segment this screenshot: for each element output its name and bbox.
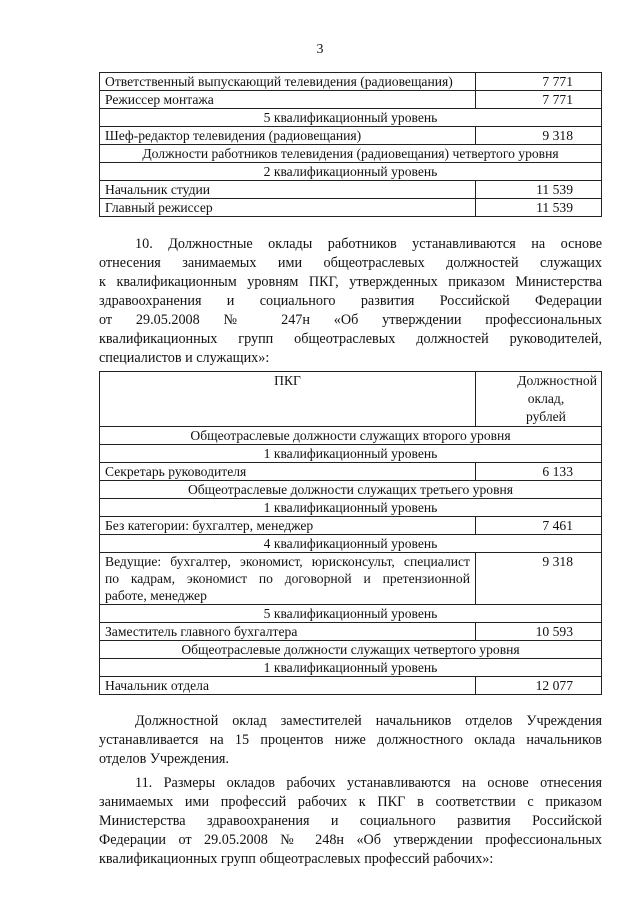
paragraph-line: 10. Должностные оклады работников устанавливаются на основе: [135, 236, 602, 252]
salary-value: 7 771: [476, 91, 602, 109]
table-row: [100, 127, 602, 145]
paragraph-line: специалистов и служащих»:: [99, 350, 270, 366]
table-row: [100, 91, 602, 109]
position-name: [100, 517, 476, 535]
paragraph-line: Федерации от 29.05.2008 № 248н «Об утверждении профессиональных: [99, 832, 602, 848]
paragraph-line: здравоохранения и социального развития Российской Федерации: [99, 293, 602, 309]
paragraph-deputy-salary: [99, 712, 602, 769]
table-row: [100, 445, 602, 463]
table-row: [100, 553, 602, 605]
position-name: Шеф-редактор телевидения (радиовещания): [100, 127, 476, 145]
table-row: [100, 605, 602, 623]
position-name-line: Секретарь руководителя: [105, 464, 247, 479]
position-name-line: Заместитель главного бухгалтера: [105, 624, 298, 639]
position-name: [100, 463, 476, 481]
table-row: [100, 145, 602, 163]
salary-value: 10 593: [476, 623, 602, 641]
salary-value: 12 077: [476, 677, 602, 695]
position-name-line: Начальник отдела: [105, 678, 209, 693]
paragraph-line: квалификационных групп общеотраслевых профессий рабочих»:: [99, 851, 494, 867]
table-row: [100, 641, 602, 659]
page-number: 3: [316, 42, 324, 57]
salary-value: 7 461: [476, 517, 602, 535]
position-name-line: Без категории: бухгалтер, менеджер: [105, 518, 314, 533]
group-heading: Общеотраслевые должности служащих второго уровня: [100, 427, 602, 445]
salary-table-general: [99, 371, 602, 695]
salary-value: 7 771: [476, 73, 602, 91]
paragraph-line: Министерства здравоохранения и социального развития Российской: [99, 813, 602, 829]
qualification-level: 4 квалификационный уровень: [100, 535, 602, 553]
qualification-level: 5 квалификационный уровень: [100, 109, 602, 127]
table-row: [100, 481, 602, 499]
table-row: [100, 659, 602, 677]
table-row: [100, 181, 602, 199]
table-row: [100, 499, 602, 517]
table-header-row: [100, 372, 602, 427]
group-heading: Общеотраслевые должности служащих третьего уровня: [100, 481, 602, 499]
position-name: [100, 553, 476, 605]
table-row: [100, 463, 602, 481]
qualification-level: 1 квалификационный уровень: [100, 445, 602, 463]
table-row: [100, 199, 602, 217]
position-name-line: Ведущие: бухгалтер, экономист, юрисконсульт, специалист: [105, 554, 470, 569]
column-header-salary-line: рублей: [526, 409, 566, 424]
position-name: [100, 623, 476, 641]
salary-value: 9 318: [476, 127, 602, 145]
qualification-level: 1 квалификационный уровень: [100, 659, 602, 677]
table-row: [100, 109, 602, 127]
table-row: [100, 517, 602, 535]
table-row: [100, 73, 602, 91]
paragraph-line: занимаемых ими профессий рабочих к ПКГ в соответствии с приказом: [99, 794, 602, 810]
paragraph-line: квалификационных групп общеотраслевых должностей руководителей,: [99, 331, 602, 347]
paragraph-line: Должностной оклад заместителей начальников отделов Учреждения: [135, 713, 602, 729]
table-row: [100, 623, 602, 641]
salary-value: 9 318: [476, 553, 602, 605]
salary-table-tv: [99, 72, 602, 217]
position-name-line: по кадрам, экономист по договорной и претензионной: [105, 571, 470, 586]
paragraph-line: от 29.05.2008 № 247н «Об утверждении профессиональных: [99, 312, 602, 328]
qualification-level: 1 квалификационный уровень: [100, 499, 602, 517]
position-name: Начальник студии: [100, 181, 476, 199]
paragraph-10: [99, 235, 602, 368]
table-row: [100, 677, 602, 695]
paragraph-line: 11. Размеры окладов рабочих устанавливаются на основе отнесения: [135, 775, 602, 791]
column-header-salary-line: оклад,: [527, 391, 565, 406]
salary-value: 11 539: [476, 199, 602, 217]
column-header-pkg: ПКГ: [100, 372, 476, 427]
salary-value: 11 539: [476, 181, 602, 199]
salary-value: 6 133: [476, 463, 602, 481]
paragraph-11: [99, 774, 602, 869]
position-name-line: работе, менеджер: [105, 588, 207, 603]
group-heading: Общеотраслевые должности служащих четвертого уровня: [100, 641, 602, 659]
qualification-level: 2 квалификационный уровень: [100, 163, 602, 181]
paragraph-line: к квалификационным уровням ПКГ, утвержденных приказом Министерства: [99, 274, 602, 290]
paragraph-line: устанавливается на 15 процентов ниже должностного оклада начальников: [99, 732, 602, 748]
column-header-salary: [476, 372, 602, 427]
column-header-salary-line: Должностной: [517, 373, 597, 388]
table-row: [100, 535, 602, 553]
group-heading: Должности работников телевидения (радиовещания) четвертого уровня: [100, 145, 602, 163]
position-name: [100, 677, 476, 695]
table-row: [100, 427, 602, 445]
paragraph-line: отнесения занимаемых ими общеотраслевых должностей служащих: [99, 255, 602, 271]
paragraph-line: отделов Учреждения.: [99, 751, 230, 767]
position-name: Главный режиссер: [100, 199, 476, 217]
table-row: [100, 163, 602, 181]
qualification-level: 5 квалификационный уровень: [100, 605, 602, 623]
position-name: Ответственный выпускающий телевидения (радиовещания): [100, 73, 476, 91]
position-name: Режиссер монтажа: [100, 91, 476, 109]
